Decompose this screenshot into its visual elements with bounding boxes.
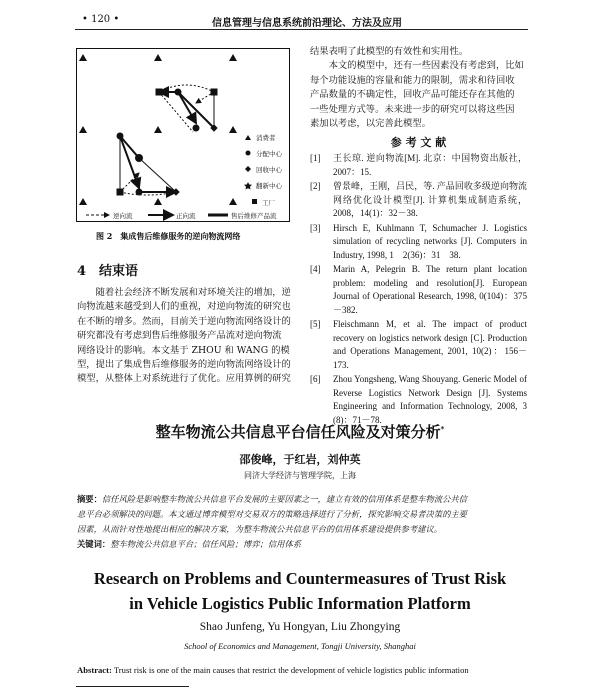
authors-en: Shao Junfeng, Yu Hongyan, Liu Zhongying xyxy=(199,621,401,633)
abstract-en-label: Abstract: xyxy=(77,665,112,675)
reference-number: [2] xyxy=(310,181,321,191)
page-number: • 120 • xyxy=(82,14,120,25)
article-title-cn xyxy=(0,421,600,442)
reference-item xyxy=(310,152,527,179)
paragraph-line: 向物流越来越受到人们的重视，对逆向物流的研究也 xyxy=(77,301,291,313)
paragraph-line: 每个功能设施的容量和能力的限制，需求和待回收 xyxy=(310,74,515,86)
figure-caption: 图 2 集成售后维修服务的逆向物流网络 xyxy=(96,231,241,241)
reference-item xyxy=(310,318,527,372)
affiliation-en: School of Economics and Management, Tongji University, Shanghai xyxy=(184,641,416,651)
abstract-line: 信任风险是影响整车物流公共信息平台发展的主要因素之一，建立有效的信用体系是整车物流公共信 xyxy=(101,494,467,504)
paragraph-line: 素加以考虑，以完善此模型。 xyxy=(310,118,431,129)
paragraph-line: 一些处理方式等。未来进一步的研究可以将这些因 xyxy=(310,103,515,115)
abstract-line: 息平台必须解决的问题。本文通过博弈模型对交易双方的策略选择进行了分析，探究影响交易者决策的主要 xyxy=(77,509,467,519)
legend-refurbish-center: 翻新中心 xyxy=(256,182,282,190)
abstract-label: 摘要： xyxy=(77,494,102,504)
reference-number: [3] xyxy=(310,222,321,233)
references-title: 参 考 文 献 xyxy=(390,136,447,149)
reference-text: Zhou Yongsheng, Wang Shouyang. Generic Model of Reverse Logistics Network Design [J]. Systems Engineering and Information Technology, 2008, 3 (8)：71－78. xyxy=(333,374,527,425)
legend-collection-center: 回收中心 xyxy=(256,166,282,174)
title-footnote-mark: * xyxy=(440,425,445,433)
paragraph-line: 研究都没有考虑到售后维修服务产品流对逆向物流 xyxy=(77,330,282,342)
abstract-cn xyxy=(77,492,467,552)
paragraph-line: 网络设计的影响。本文基于 ZHOU 和 WANG 的模 xyxy=(77,344,290,356)
legend-forward-flow: 正向流 xyxy=(176,212,196,220)
section-heading: 4 结束语 xyxy=(77,264,139,279)
abstract-en xyxy=(77,665,469,675)
header-rule xyxy=(75,29,528,30)
abstract-en-text: Trust risk is one of the main causes that restrict the development of vehicle logistics public information xyxy=(113,665,469,675)
reference-number: [4] xyxy=(310,264,321,274)
reference-item xyxy=(310,373,527,427)
legend-distribution-center: 分配中心 xyxy=(256,150,282,158)
reference-text: Fleischmann M, et al. The impact of product recovery on logistics network design [C]. Production and Operations Management, 2001, 10(2)：156－173. xyxy=(333,319,527,370)
article-title-en xyxy=(0,566,600,616)
title-en-line: Research on Problems and Countermeasures of Trust Risk xyxy=(93,569,507,588)
title-text: 整车物流公共信息平台信任风险及对策分析 xyxy=(155,423,441,441)
reference-item xyxy=(310,222,527,263)
authors-cn: 邵俊峰，于红岩，刘仲英 xyxy=(239,453,361,466)
reference-number: [5] xyxy=(310,319,321,329)
paragraph-line: 在不断的增多。然而，目前关于逆向物流网络设计的 xyxy=(77,315,291,327)
paragraph-line: 型，提出了集成售后维修服务的逆向物流网络设计的 xyxy=(77,359,291,370)
reference-text: 王长琼. 逆向物流[M]. 北京：中国物资出版社，2007：15. xyxy=(333,153,527,177)
reference-text: Hirsch E, Kuhlmann T, Schumacher J. Logistics simulation of recycling networks [J]. Computers in Industry, 1998, 1 2(36)：31 38. xyxy=(333,222,527,260)
legend-repair-flow: 售后维修产品流 xyxy=(231,212,277,220)
reference-text: Marin A, Pelegrin B. The return plant location problem: modeling and resolution[J]. European Journal of Operational Research, 1998, 0(104)：375－382. xyxy=(333,264,527,315)
keywords: 整车物流公共信息平台；信任风险；博弈；信用体系 xyxy=(110,539,302,549)
title-en-line: in Vehicle Logistics Public Information Platform xyxy=(129,594,471,613)
keywords-label: 关键词： xyxy=(77,539,111,549)
footnote-rule xyxy=(76,686,189,687)
reverse-logistics-network-figure xyxy=(76,48,290,223)
paragraph-line: 随着社会经济不断发展和对环境关注的增加，逆 xyxy=(77,287,291,298)
paragraph-line: 模型，从整体上对系统进行了优化。应用算例的研究 xyxy=(77,373,291,385)
legend-reverse-flow: 逆向流 xyxy=(113,212,133,220)
legend-factory: 工厂 xyxy=(262,199,275,207)
legend-consumer: 消费者 xyxy=(256,134,276,142)
reference-item xyxy=(310,180,527,221)
reference-number: [6] xyxy=(310,374,321,384)
reference-number: [1] xyxy=(310,153,321,163)
reference-list xyxy=(310,152,527,428)
reference-item xyxy=(310,263,527,317)
paragraph-line: 结果表明了此模型的有效性和实用性。 xyxy=(310,46,469,57)
reference-text: 曾景峰，王刚，吕民，等. 产品回收多级逆向物流网络优化设计模型[J]. 计算机集成制造系统，2008，14(1)：32－38. xyxy=(333,181,527,218)
running-header: 信息管理与信息系统前沿理论、方法及应用 xyxy=(212,18,402,29)
paragraph-line: 产品数量的不确定性，回收产品可能还存在其他的 xyxy=(310,89,515,101)
affiliation-cn: 同济大学经济与管理学院，上海 xyxy=(244,471,356,480)
abstract-line: 因素，从而针对性地提出相应的解决方案，为整车物流公共信息平台的信用体系建设提供参考建议。 xyxy=(77,524,443,534)
paragraph-line: 本文的模型中，还有一些因素没有考虑到，比如 xyxy=(310,60,524,72)
